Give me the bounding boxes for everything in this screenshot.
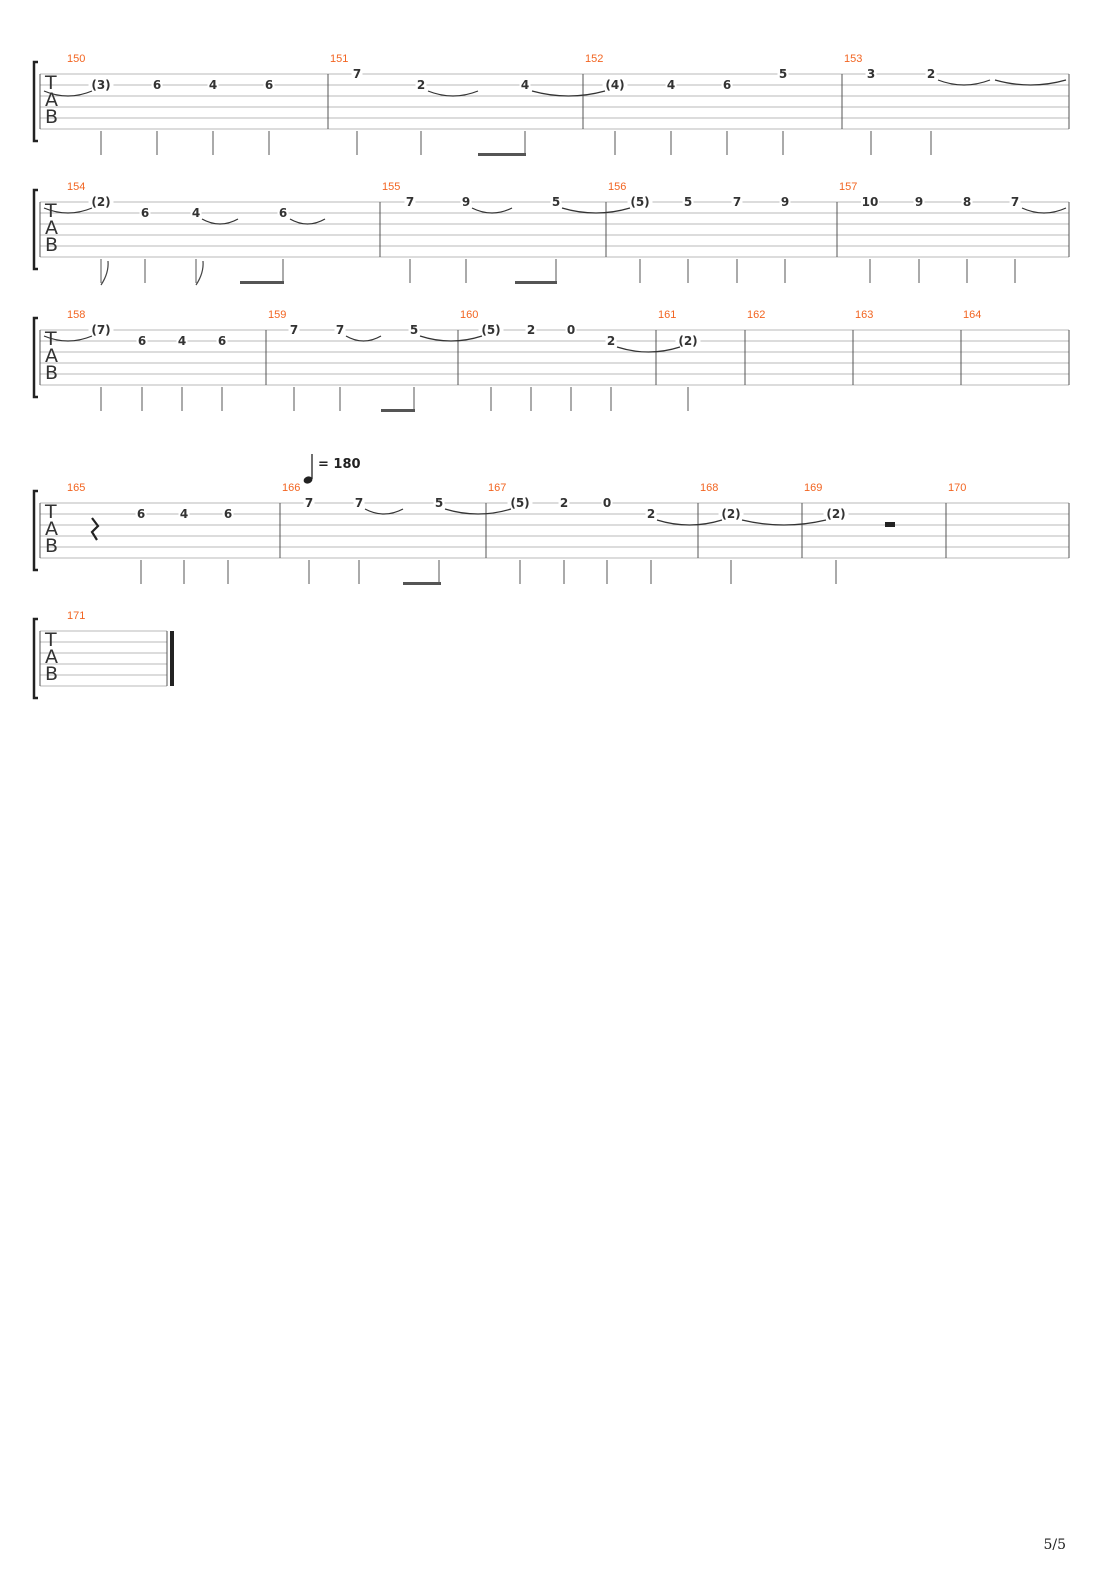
tie-arc bbox=[617, 347, 680, 352]
fret-number: (5) bbox=[510, 496, 530, 510]
fret-number: 7 bbox=[304, 496, 314, 510]
fret-number: 6 bbox=[152, 78, 162, 92]
fret-number: 7 bbox=[289, 323, 299, 337]
measure-number: 156 bbox=[608, 181, 627, 193]
system-bracket bbox=[34, 62, 38, 141]
tie-arc bbox=[657, 520, 722, 525]
system-1 bbox=[34, 53, 1069, 155]
tempo-marking bbox=[303, 454, 361, 485]
fret-number: 7 bbox=[732, 195, 742, 209]
beam bbox=[403, 582, 441, 585]
quarter-rest-icon bbox=[92, 518, 98, 540]
fret-number: 7 bbox=[405, 195, 415, 209]
fret-number: 5 bbox=[683, 195, 693, 209]
fret-number: 4 bbox=[191, 206, 201, 220]
tab-clef-t: T bbox=[45, 200, 57, 222]
beam bbox=[478, 153, 526, 156]
beam bbox=[515, 281, 557, 284]
fret-number: 6 bbox=[722, 78, 732, 92]
fret-number: 2 bbox=[646, 507, 656, 521]
tab-clef-b: B bbox=[45, 106, 59, 128]
fret-number: 7 bbox=[335, 323, 345, 337]
fret-number: (5) bbox=[630, 195, 650, 209]
tie-arc bbox=[532, 91, 605, 96]
fret-number: 6 bbox=[278, 206, 288, 220]
system-4 bbox=[34, 482, 1069, 584]
fret-number: 0 bbox=[566, 323, 576, 337]
system-2 bbox=[34, 181, 1069, 283]
measure-number: 165 bbox=[67, 482, 86, 494]
tab-clef-t: T bbox=[45, 328, 57, 350]
fret-number: 6 bbox=[223, 507, 233, 521]
fret-number: 5 bbox=[778, 67, 788, 81]
tab-clef-b: B bbox=[45, 362, 59, 384]
measure-number: 152 bbox=[585, 53, 604, 65]
fret-number: 4 bbox=[666, 78, 676, 92]
beam bbox=[381, 409, 415, 412]
fret-number: 7 bbox=[1010, 195, 1020, 209]
fret-number: (4) bbox=[605, 78, 625, 92]
tab-clef-t: T bbox=[45, 629, 57, 651]
fret-number: 6 bbox=[264, 78, 274, 92]
tab-clef-b: B bbox=[45, 535, 59, 557]
tie-arc bbox=[290, 219, 325, 224]
tie-arc bbox=[938, 80, 990, 85]
measure-number: 157 bbox=[839, 181, 858, 193]
measure-number: 161 bbox=[658, 309, 677, 321]
measure-number: 155 bbox=[382, 181, 401, 193]
fret-number: 10 bbox=[861, 195, 879, 209]
tab-clef-b: B bbox=[45, 663, 59, 685]
fret-number: 4 bbox=[520, 78, 530, 92]
measure-number: 163 bbox=[855, 309, 874, 321]
fret-number: 2 bbox=[416, 78, 426, 92]
tab-clef-a: A bbox=[45, 518, 58, 540]
fret-number: 9 bbox=[914, 195, 924, 209]
measure-number: 168 bbox=[700, 482, 719, 494]
fret-number: 7 bbox=[354, 496, 364, 510]
tie-arc bbox=[445, 509, 511, 514]
grace-slash-icon bbox=[196, 261, 203, 285]
fret-number: 9 bbox=[780, 195, 790, 209]
measure-number: 159 bbox=[268, 309, 287, 321]
tie-arc bbox=[428, 91, 478, 96]
fret-number: 5 bbox=[409, 323, 419, 337]
measure-number: 169 bbox=[804, 482, 823, 494]
fret-number: 4 bbox=[208, 78, 218, 92]
fret-number: 9 bbox=[461, 195, 471, 209]
system-bracket bbox=[34, 318, 38, 397]
fret-number: 2 bbox=[606, 334, 616, 348]
fret-number: 5 bbox=[551, 195, 561, 209]
fret-number: 3 bbox=[866, 67, 876, 81]
tab-clef-b: B bbox=[45, 234, 59, 256]
measure-number: 154 bbox=[67, 181, 86, 193]
measure-number: 162 bbox=[747, 309, 766, 321]
half-rest-icon bbox=[885, 522, 895, 527]
system-5 bbox=[34, 610, 174, 698]
tie-arc bbox=[202, 219, 238, 224]
fret-number: (5) bbox=[481, 323, 501, 337]
tab-clef-a: A bbox=[45, 646, 58, 668]
measure-number: 158 bbox=[67, 309, 86, 321]
tie-arc bbox=[346, 336, 381, 341]
fret-number: (2) bbox=[721, 507, 741, 521]
measure-number: 150 bbox=[67, 53, 86, 65]
tempo-bpm: = 180 bbox=[318, 457, 361, 472]
measure-number: 151 bbox=[330, 53, 349, 65]
fret-number: 8 bbox=[962, 195, 972, 209]
fret-number: (3) bbox=[91, 78, 111, 92]
final-barline bbox=[170, 631, 174, 686]
measure-number: 170 bbox=[948, 482, 967, 494]
fret-number: 5 bbox=[434, 496, 444, 510]
page-number: 5/5 bbox=[1043, 1537, 1066, 1553]
fret-number: (7) bbox=[91, 323, 111, 337]
system-bracket bbox=[34, 619, 38, 698]
fret-number: 7 bbox=[352, 67, 362, 81]
tie-arc bbox=[472, 208, 512, 213]
fret-number: 0 bbox=[602, 496, 612, 510]
systems-layer bbox=[34, 53, 1069, 698]
tie-arc bbox=[995, 80, 1066, 85]
fret-number: 2 bbox=[926, 67, 936, 81]
fret-number: 2 bbox=[526, 323, 536, 337]
system-3 bbox=[34, 309, 1069, 411]
fret-number: 6 bbox=[140, 206, 150, 220]
fret-number: (2) bbox=[91, 195, 111, 209]
tie-arc bbox=[742, 520, 826, 525]
system-bracket bbox=[34, 190, 38, 269]
system-bracket bbox=[34, 491, 38, 570]
tab-clef-a: A bbox=[45, 217, 58, 239]
fret-number: 6 bbox=[136, 507, 146, 521]
tab-clef-t: T bbox=[45, 72, 57, 94]
fret-number: (2) bbox=[678, 334, 698, 348]
tie-arc bbox=[562, 208, 630, 213]
tie-arc bbox=[365, 509, 403, 514]
fret-number: 6 bbox=[137, 334, 147, 348]
fret-number: 2 bbox=[559, 496, 569, 510]
measure-number: 171 bbox=[67, 610, 86, 622]
measure-number: 167 bbox=[488, 482, 507, 494]
grace-slash-icon bbox=[101, 261, 108, 285]
measure-number: 166 bbox=[282, 482, 301, 494]
measure-number: 160 bbox=[460, 309, 479, 321]
measure-number: 164 bbox=[963, 309, 982, 321]
fret-number: (2) bbox=[826, 507, 846, 521]
tab-clef-a: A bbox=[45, 89, 58, 111]
tab-clef-t: T bbox=[45, 501, 57, 523]
fret-number: 4 bbox=[179, 507, 189, 521]
fret-number: 6 bbox=[217, 334, 227, 348]
beam bbox=[240, 281, 284, 284]
tie-arc bbox=[420, 336, 482, 341]
measure-number: 153 bbox=[844, 53, 863, 65]
fret-number: 4 bbox=[177, 334, 187, 348]
tab-clef-a: A bbox=[45, 345, 58, 367]
tie-arc bbox=[1022, 208, 1066, 213]
